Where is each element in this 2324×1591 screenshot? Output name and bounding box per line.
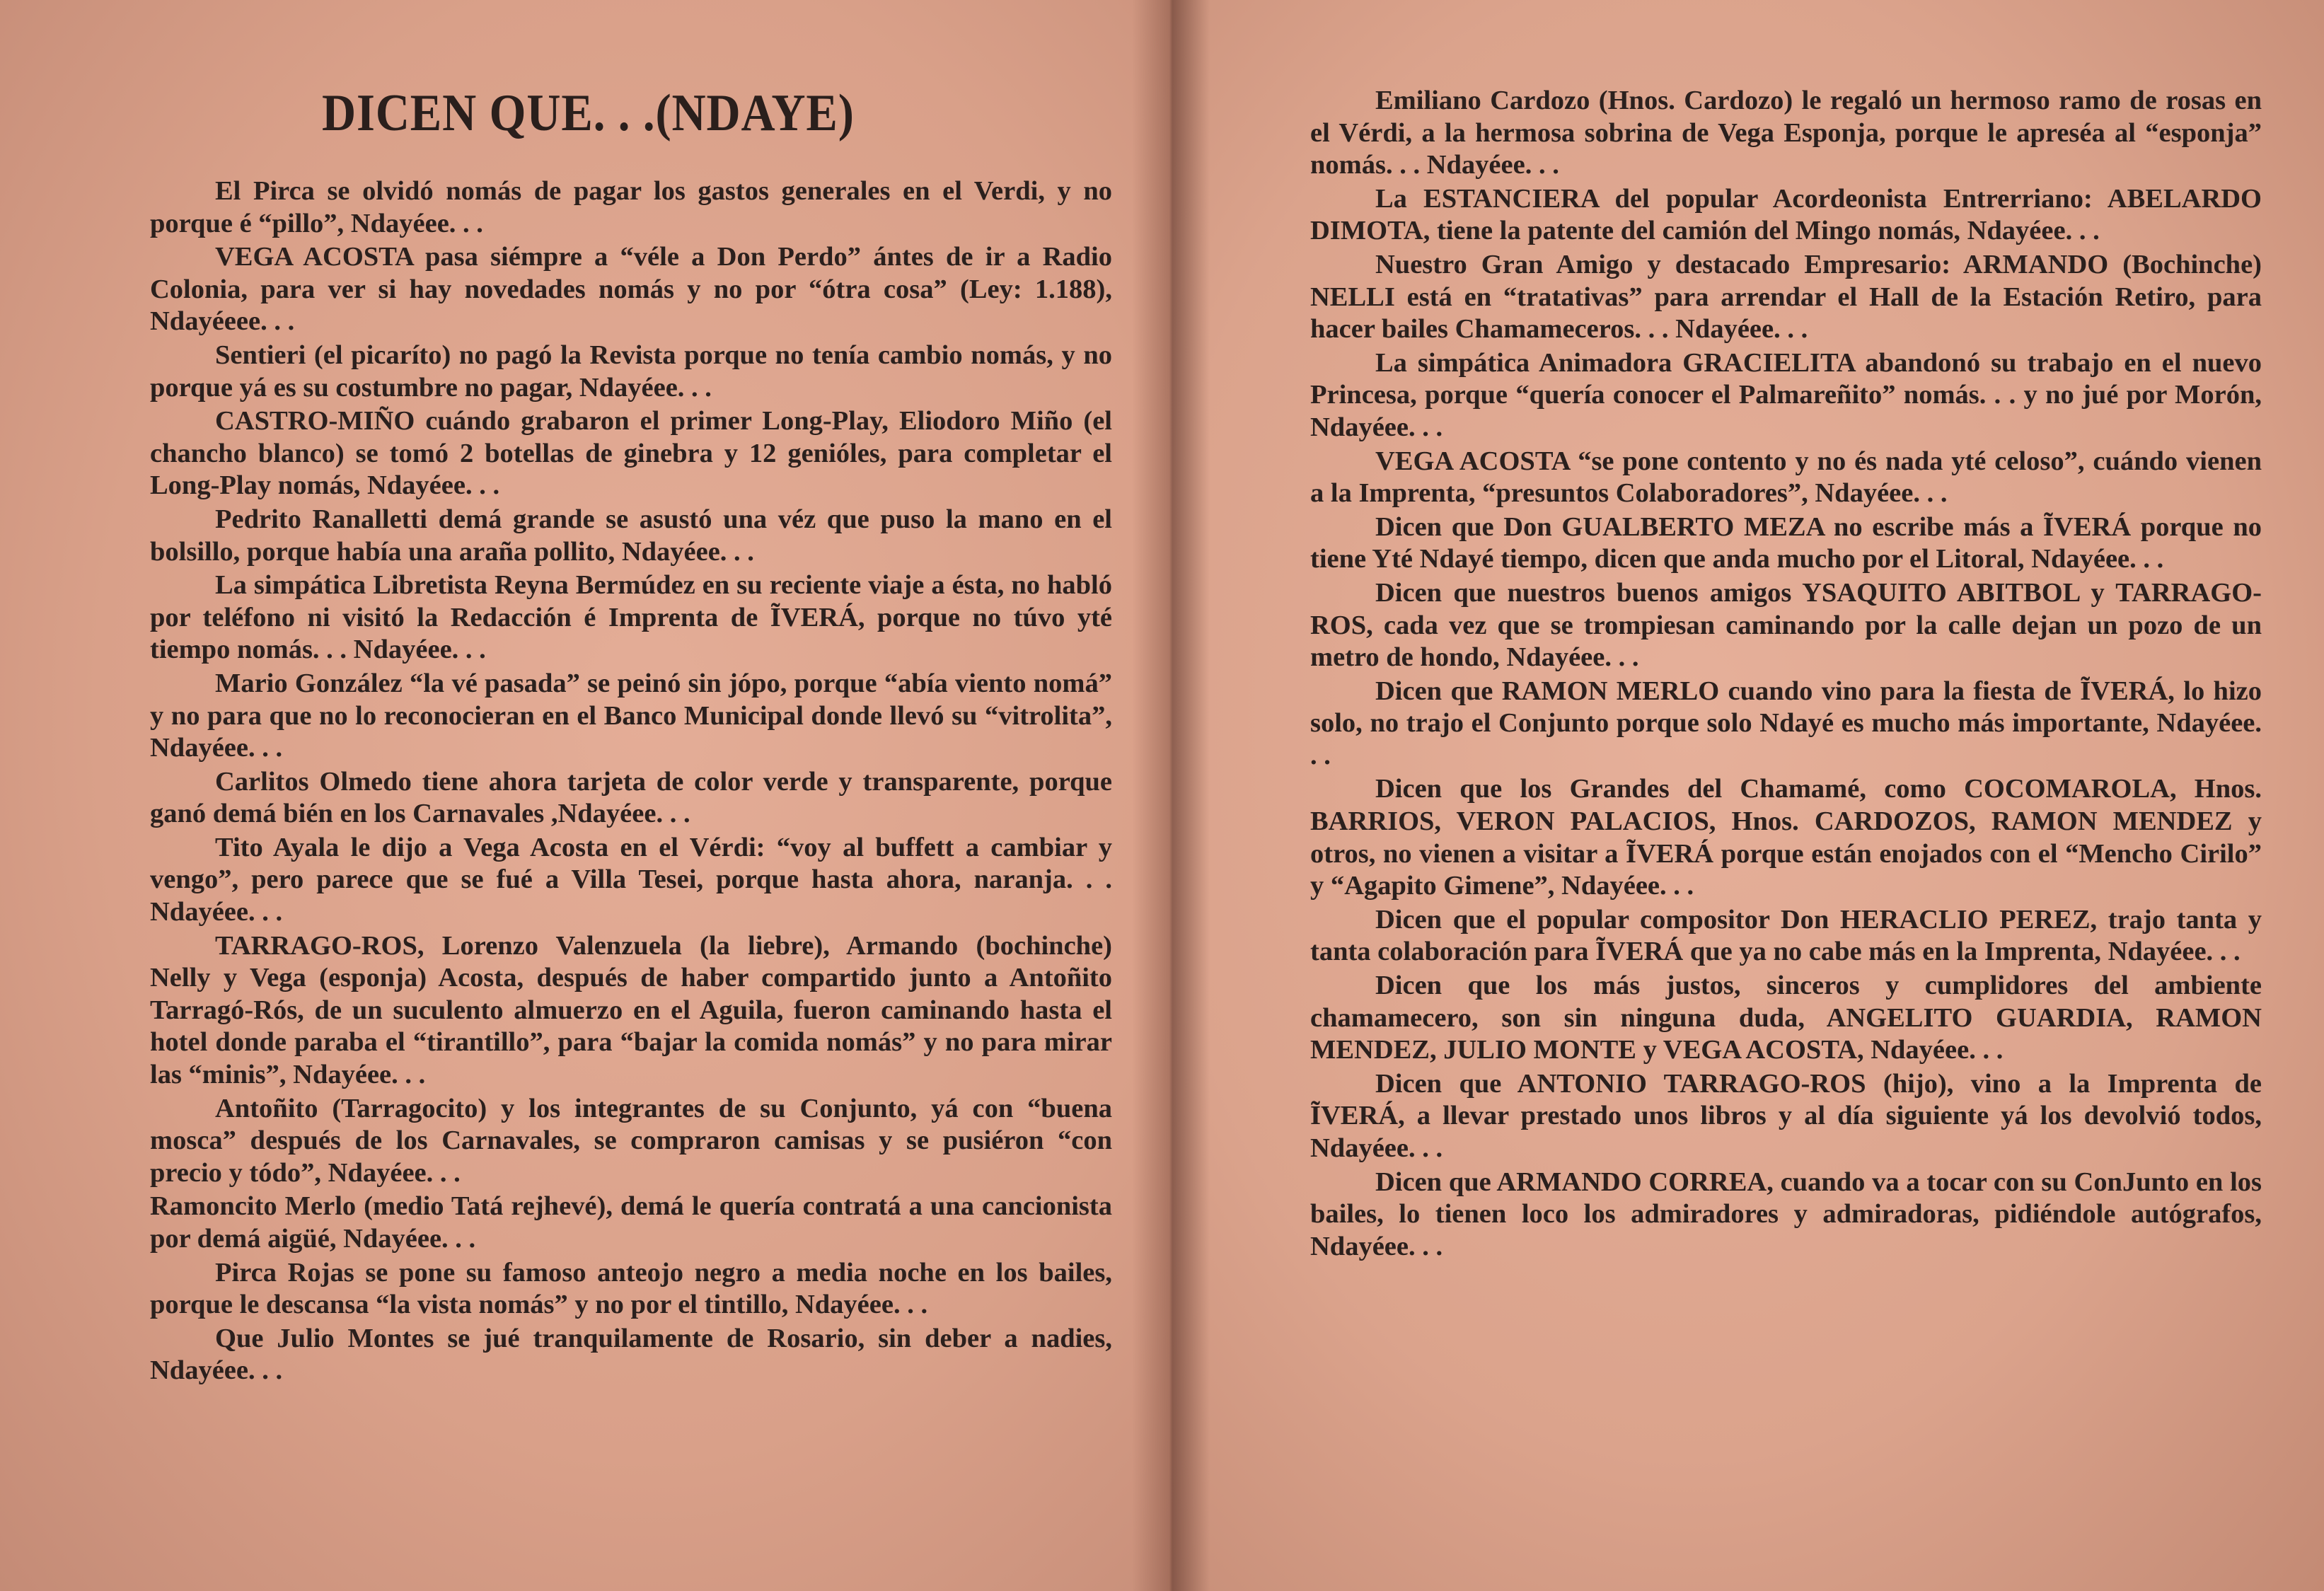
paragraph: Nuestro Gran Amigo y destacado Empresario: ARMANDO (Bochinche) NELLI está en “tratativas” para arrendar el Hall de la Estación Retiro, para hacer bailes Chamameceros. . . Ndayéee. . . <box>1310 249 2262 345</box>
paragraph: Carlitos Olmedo tiene ahora tarjeta de color verde y transparente, porque ganó demá bién en los Carnavales ,Ndayéee. . . <box>150 766 1112 829</box>
paragraph: Dicen que el popular compositor Don HERACLIO PEREZ, trajo tanta y tanta colaboración para ĨVERÁ que ya no cabe más en la Imprenta, Ndayéee. . . <box>1310 904 2262 967</box>
paragraph: CASTRO-MIÑO cuándo grabaron el primer Long-Play, Eliodoro Miño (el chancho blanco) se tomó 2 botellas de ginebra y 12 genióles, para completar el Long-Play nomás, Ndayéee. . . <box>150 406 1112 501</box>
paragraph: Ramoncito Merlo (medio Tatá rejhevé), demá le quería contratá a una cancionista por demá aigüé, Ndayéee. . . <box>150 1191 1112 1254</box>
paragraph: Emiliano Cardozo (Hnos. Cardozo) le regaló un hermoso ramo de rosas en el Vérdi, a la hermosa sobrina de Vega Esponja, porque le apreséa al “esponja” nomás. . . Ndayéee. . . <box>1310 86 2262 180</box>
paragraph: Tito Ayala le dijo a Vega Acosta en el Vérdi: “voy al buffett a cambiar y vengo”, pero parece que se fué a Villa Tesei, porque hasta ahora, naranja. . . Ndayéee. . . <box>150 832 1112 927</box>
paragraph: Dicen que ANTONIO TARRAGO-ROS (hijo), vino a la Imprenta de ĨVERÁ, a llevar prestado unos libros y al día siguiente yá los devolvió todos, Ndayéee. . . <box>1310 1068 2262 1163</box>
paragraph: Dicen que nuestros buenos amigos YSAQUITO ABITBOL y TARRAGO-ROS, cada vez que se trompiesan caminando por la calle dejan un pozo de un metro de hondo, Ndayéee. . . <box>1310 577 2262 673</box>
right-column <box>1310 85 2262 1264</box>
paragraph: Mario González “la vé pasada” se peinó sin jópo, porque “abía viento nomá” y no para que no lo reconocieran en el Banco Municipal donde llevó su “vitrolita”, Ndayéee. . . <box>150 668 1112 763</box>
paragraph: Dicen que los más justos, sinceros y cumplidores del ambiente chamamecero, son sin ninguna duda, ANGELITO GUARDIA, RAMON MENDEZ, JULIO MONTE y VEGA ACOSTA, Ndayéee. . . <box>1310 971 2262 1065</box>
paragraph: Antoñito (Tarragocito) y los integrantes de su Conjunto, yá con “buena mosca” después de los Carnavales, se compraron camisas y se pusiéron “con precio y tódo”, Ndayéee. . . <box>150 1093 1112 1188</box>
paragraph: Sentieri (el picaríto) no pagó la Revista porque no tenía cambio nomás, y no porque yá es su costumbre no pagar, Ndayéee. . . <box>150 340 1112 403</box>
page-gutter <box>1132 0 1210 1591</box>
paragraph: Pirca Rojas se pone su famoso anteojo negro a media noche en los bailes, porque le descansa “la vista nomás” y no por el tintillo, Ndayéee. . . <box>150 1257 1112 1320</box>
paragraph: Que Julio Montes se jué tranquilamente de Rosario, sin deber a nadies, Ndayéee. . . <box>150 1323 1112 1386</box>
paragraph: TARRAGO-ROS, Lorenzo Valenzuela (la liebre), Armando (bochinche) Nelly y Vega (esponja) Acosta, después de haber compartido junto a Antoñito Tarragó-Rós, de un suculento almuerzo en el Aguila, fueron caminando hasta el hotel donde paraba el “tirantillo”, para “bajar la comida nomás” y no para mirar las “minis”, Ndayéee. . . <box>150 930 1112 1090</box>
paragraph: VEGA ACOSTA “se pone contento y no és nada yté celoso”, cuándo vienen a la Imprenta, “presuntos Colaboradores”, Ndayéee. . . <box>1310 446 2262 509</box>
paragraph: El Pirca se olvidó nomás de pagar los gastos generales en el Verdi, y no porque é “pillo”, Ndayéee. . . <box>150 176 1112 238</box>
paragraph: Dicen que RAMON MERLO cuando vino para la fiesta de ĨVERÁ, lo hizo solo, no trajo el Conjunto porque solo Ndayé es mucho más importante, Ndayéee. . . <box>1310 676 2262 770</box>
page-title: DICEN QUE. . .(NDAYE) <box>322 84 855 142</box>
paragraph: Dicen que Don GUALBERTO MEZA no escribe más a ĨVERÁ porque no tiene Yté Ndayé tiempo, dicen que anda mucho por el Litoral, Ndayéee. . . <box>1310 511 2262 574</box>
paragraph: La simpática Libretista Reyna Bermúdez en su reciente viaje a ésta, no habló por teléfono ni visitó la Redacción é Imprenta de ĨVERÁ, porque no túvo yté tiempo nomás. . . Ndayéee. . . <box>150 570 1112 665</box>
left-column <box>150 175 1112 1389</box>
paragraph: Pedrito Ranalletti demá grande se asustó una véz que puso la mano en el bolsillo, porque había una araña pollito, Ndayéee. . . <box>150 504 1112 567</box>
paragraph: Dicen que los Grandes del Chamamé, como COCOMAROLA, Hnos. BARRIOS, VERON PALACIOS, Hnos. CARDOZOS, RAMON MENDEZ y otros, no vienen a visitar a ĨVERÁ porque están enojados con el “Mencho Cirilo” y “Agapito Gimene”, Ndayéee. . . <box>1310 774 2262 901</box>
paragraph: Dicen que ARMANDO CORREA, cuando va a tocar con su ConJunto en los bailes, lo tienen loco los admiradores y admiradoras, pidiéndole autógrafos, Ndayéee. . . <box>1310 1167 2262 1261</box>
paragraph: VEGA ACOSTA pasa siémpre a “véle a Don Perdo” ántes de ir a Radio Colonia, para ver si hay novedades nomás y no por “ótra cosa” (Ley: 1.188), Ndayéeee. . . <box>150 242 1112 337</box>
paragraph: La ESTANCIERA del popular Acordeonista Entrerriano: ABELARDO DIMOTA, tiene la patente del camión del Mingo nomás, Ndayéee. . . <box>1310 183 2262 246</box>
paragraph: La simpática Animadora GRACIELITA abandonó su trabajo en el nuevo Princesa, porque “quería conocer el Palmareñito” nomás. . . y no jué por Morón, Ndayéee. . . <box>1310 347 2262 442</box>
